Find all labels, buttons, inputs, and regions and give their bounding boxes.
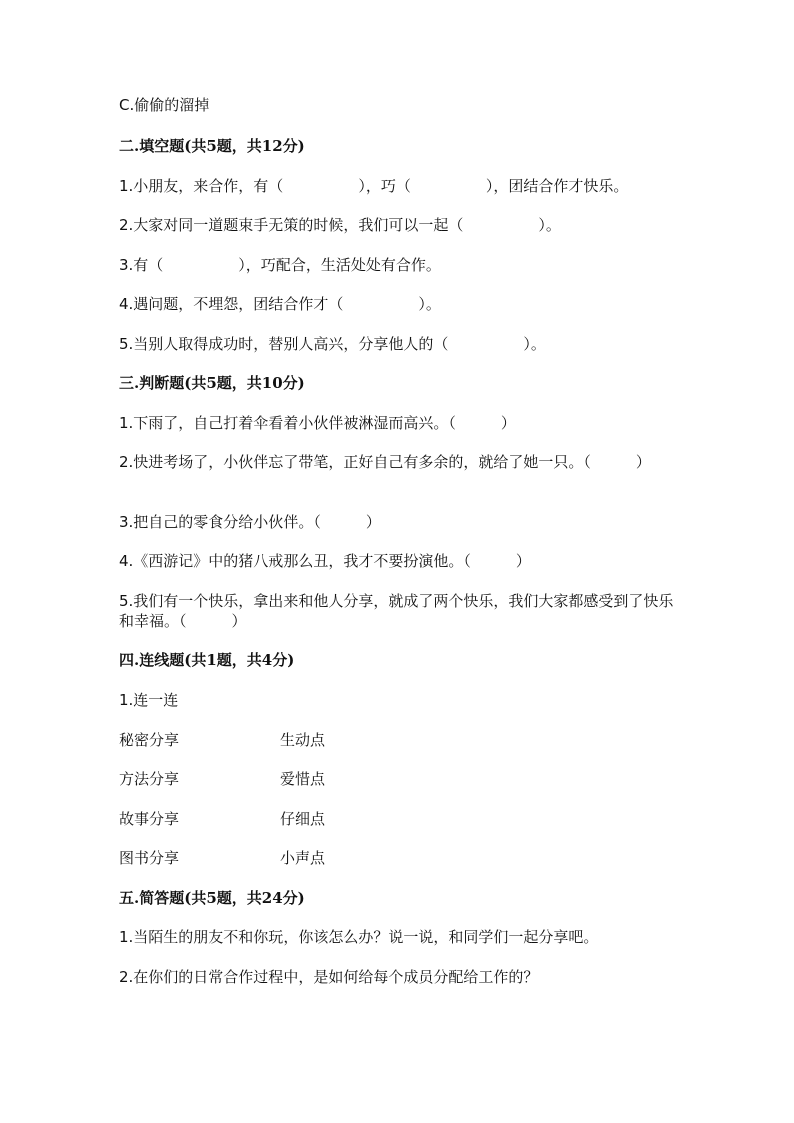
section-5-heading: 五.简答题(共5题，共24分) — [119, 889, 305, 907]
match-left-item: 方法分享 — [119, 770, 180, 788]
section-4-heading: 四.连线题(共1题，共4分) — [119, 651, 295, 669]
short-answer-item: 1.当陌生的朋友不和你玩，你该怎么办？说一说，和同学们一起分享吧。 — [119, 928, 599, 946]
judge-item: 5.我们有一个快乐，拿出来和他人分享，就成了两个快乐，我们大家都感受到了快乐和幸福。（ ） — [119, 592, 674, 630]
section-3-heading: 三.判断题(共5题，共10分) — [119, 374, 305, 392]
fill-blank-item: 5.当别人取得成功时，替别人高兴，分享他人的（ ）。 — [119, 335, 546, 353]
match-question: 1.连一连 — [119, 691, 179, 709]
fill-blank-item: 3.有（ ），巧配合，生活处处有合作。 — [119, 256, 441, 274]
match-left-item: 故事分享 — [119, 810, 180, 828]
match-right-item: 仔细点 — [280, 810, 326, 828]
short-answer-item: 2.在你们的日常合作过程中，是如何给每个成员分配给工作的？ — [119, 968, 539, 986]
match-right-item: 小声点 — [280, 849, 326, 867]
section-2-heading: 二.填空题(共5题，共12分) — [119, 137, 305, 155]
match-left-item: 秘密分享 — [119, 731, 180, 749]
judge-item: 4.《西游记》中的猪八戒那么丑，我才不要扮演他。（ ） — [119, 552, 531, 570]
fill-blank-item: 1.小朋友，来合作，有（ ），巧（ ），团结合作才快乐。 — [119, 177, 629, 195]
judge-item: 3.把自己的零食分给小伙伴。（ ） — [119, 513, 381, 531]
match-right-item: 爱惜点 — [280, 770, 326, 788]
fill-blank-item: 2.大家对同一道题束手无策的时候，我们可以一起（ ）。 — [119, 216, 561, 234]
fill-blank-item: 4.遇问题，不埋怨，团结合作才（ ）。 — [119, 295, 441, 313]
judge-item: 1.下雨了，自己打着伞看着小伙伴被淋湿而高兴。（ ） — [119, 414, 516, 432]
option-c: C.偷偷的溜掉 — [119, 96, 210, 114]
judge-item: 2.快进考场了，小伙伴忘了带笔，正好自己有多余的，就给了她一只。（ ） — [119, 453, 651, 471]
match-left-item: 图书分享 — [119, 849, 180, 867]
match-right-item: 生动点 — [280, 731, 326, 749]
